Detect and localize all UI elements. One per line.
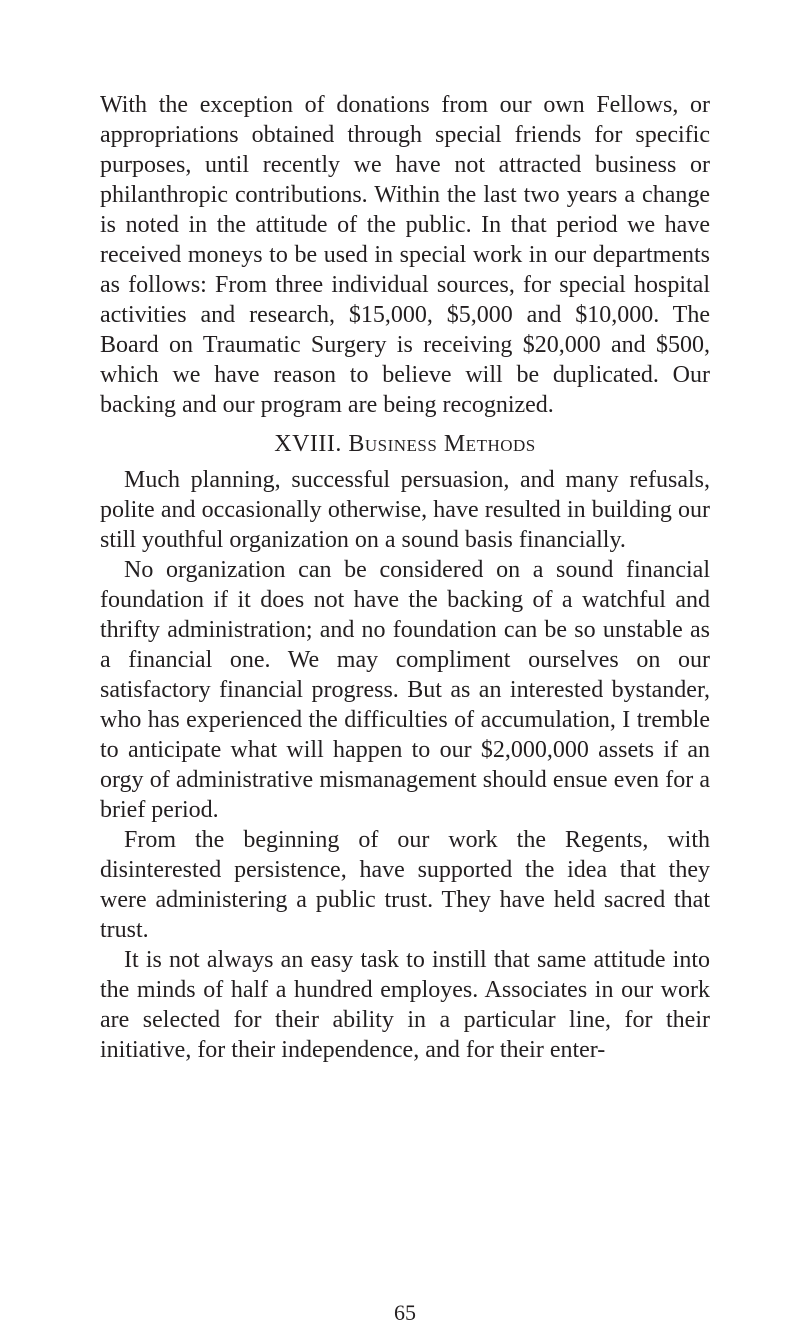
paragraph-financial-foundation: No organization can be considered on a sound financial foundation if it does not have the backing of a watchful and thrifty administration; and no foundation can be so unstable as a financial one. We may compliment ourselves on our satisfactory financial progress. But as an interested bystander, who has experienced the difficulties of accumulation, I tremble to anticipate what will happen to our $2,000,000 assets if an orgy of administrative mismanagement should ensue even for a brief period. — [100, 557, 710, 823]
book-page — [100, 90, 710, 1330]
paragraph-regents: From the beginning of our work the Regents, with disinterested persistence, have supported the idea that they were administering a public trust. They have held sacred that trust. — [100, 827, 710, 943]
section-heading: XVIII. Business Methods — [274, 431, 536, 457]
paragraph-employes: It is not always an easy task to instill that same attitude into the minds of half a hundred employes. Associates in our work are selected for their ability in a particular line, for their initiative, for their independence, and for their enter- — [100, 947, 710, 1063]
page-number: 65 — [394, 1300, 416, 1325]
paragraph-donations: With the exception of donations from our own Fellows, or appropriations obtained through special friends for specific purposes, until recently we have not attracted business or philanthropic contributions. Within the last two years a change is noted in the attitude of the public. In that period we have received moneys to be used in special work in our departments as follows: From three individual sources, for special hospital activities and research, $15,000, $5,000 and $10,000. The Board on Traumatic Surgery is receiving $20,000 and $500, which we have reason to believe will be duplicated. Our backing and our program are being recognized. — [100, 92, 710, 418]
paragraph-planning: Much planning, successful persuasion, and many refusals, polite and occasionally otherwise, have resulted in building our still youthful organization on a sound basis financially. — [100, 467, 710, 553]
